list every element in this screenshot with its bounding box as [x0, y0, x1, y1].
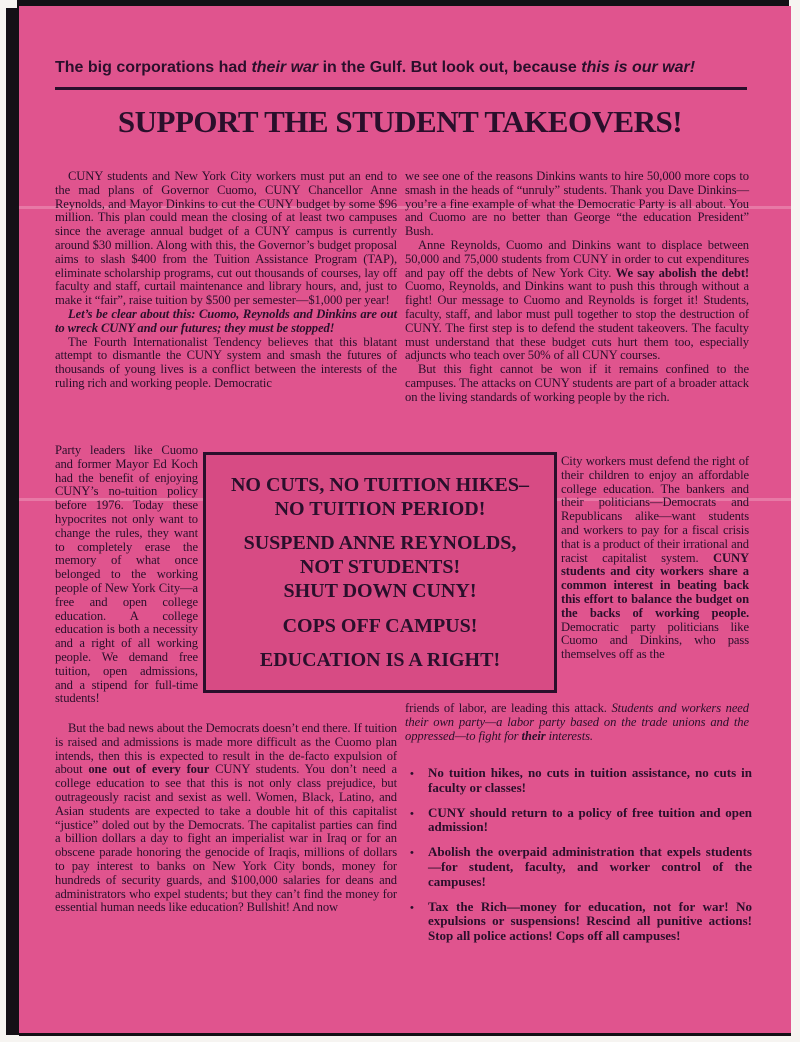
paragraph [55, 308, 397, 336]
slogan-line: EDUCATION IS A RIGHT! [259, 648, 501, 671]
text-segment: we see one of the reasons Dinkins wants to hire 50,000 more cops to smash in the heads of “unruly” students. Thank you Dave Dinkins—you’re a fine example of what the Democratic Party is all about. You and Cuomo are no better than George “the education President” Bush. [405, 169, 749, 239]
left-column-bottom [55, 722, 397, 915]
text-segment: Democratic party politicians like Cuomo and Dinkins, who pass themselves off as the [561, 619, 749, 662]
text-segment: City workers must defend the right of their children to enjoy an affordable college education. The bankers and their politicians—Democrats and Republicans alike—want students and workers to pay for a fiscal crisis that is a product of their irrational and racist capitalist system. [561, 454, 749, 565]
paragraph [561, 455, 749, 662]
text-segment: Students and workers need their own party—a labor party based on the trade unions and the oppressed—to fight for [405, 701, 749, 743]
text-segment: Cuomo, Reynolds, and Dinkins want to push this through without a fight! Our message to Cuomo and Reynolds is forget it! Students, faculty, staff, and labor must pull together to stop the destruction of CUNY. The first step is to defend the student takeovers. The faculty must understand that these budget cuts hurt them too, especially adjuncts who teach over 50% of all CUNY courses. [405, 279, 749, 363]
paragraph [55, 170, 397, 308]
text-segment: friends of labor, are leading this attack. [405, 701, 612, 715]
left-column-narrow [55, 444, 198, 706]
text-segment: this is our war! [581, 59, 696, 76]
bullet-item [410, 900, 752, 944]
slogan-box [203, 452, 557, 693]
text-segment: The Fourth Internationalist Tendency believes that this blatant attempt to dismantle the CUNY system and smash the futures of thousands of young lives is a conflict between the interests of the ruling rich and working people. Democratic [55, 334, 397, 390]
bullet-icon: • [410, 768, 414, 780]
slogan-group [210, 473, 550, 521]
bullet-text: Abolish the overpaid administration that expels students—for student, faculty, and worker control of the campuses! [428, 844, 752, 889]
paragraph [405, 702, 749, 743]
bullet-item [410, 766, 752, 796]
bullet-item [410, 806, 752, 836]
page-title: SUPPORT THE STUDENT TAKEOVERS! [117, 104, 683, 139]
slogan-group [210, 648, 550, 672]
slogan-line: NO TUITION PERIOD! [274, 498, 486, 521]
demands-bullet-list [410, 766, 752, 954]
text-segment: Anne Reynolds, Cuomo and Dinkins want to displace between 50,000 and 75,000 students from CUNY in order to cut expenditures and pay off the debts of New York City. [405, 237, 749, 280]
text-segment: in the Gulf. But look out, because [318, 59, 582, 76]
paragraph [405, 239, 749, 363]
right-column-top [405, 170, 749, 405]
bullet-icon: • [410, 807, 414, 820]
right-column-full [405, 702, 749, 743]
right-column-narrow [561, 455, 749, 662]
text-segment: Let’s be clear about this: Cuomo, Reynolds and Dinkins are out to wreck CUNY and our futures; they must be stopped! [55, 306, 397, 335]
text-segment: Party leaders like Cuomo and former Mayor Ed Koch had the benefit of enjoying CUNY’s no-tuition policy before 1976. Today these hypocrites not only want to change the rules, they want to completely erase the memory of what once belonged to the working people of New York City—a free and open college education. A college education is both a necessity and a right of all working people. We demand free tuition, open admissions, and a stipend for full-time students! [55, 443, 198, 706]
bullet-text: CUNY should return to a policy of free tuition and open admission! [428, 804, 752, 835]
slogan-line: SHUT DOWN CUNY! [283, 580, 477, 603]
text-segment: their [521, 728, 546, 743]
text-segment: But this fight cannot be won if it remains confined to the campuses. The attacks on CUNY students are part of a broader attack on the living standards of working people by the rich. [405, 362, 749, 404]
paragraph [55, 444, 198, 706]
bullet-text: Tax the Rich—money for education, not for war! No expulsions or suspensions! Rescind all punitive actions! Stop all police actions! Cops off all campuses! [428, 898, 752, 944]
slogan-group [210, 531, 550, 603]
paragraph [55, 722, 397, 915]
text-segment: their war [251, 59, 319, 76]
text-segment: CUNY students and New York City workers must put an end to the mad plans of Governor Cuomo, CUNY Chancellor Anne Reynolds, and Mayor Dinkins to cut the CUNY budget by some $96 million. This plan could mean the closing of at least two campuses since the average annual budget of a CUNY campus is currently around $30 million. Along with this, the Governor’s budget proposal aims to slash $400 from the Tuition Assistance Program (TAP), eliminate scholarship programs, cut out thousands of courses, lay off faculty and staff, curtail maintenance and library hours, and, just to make it “fair”, raise tuition by $500 per semester—$1,000 per year! [55, 169, 397, 308]
text-segment: The big corporations had [55, 59, 252, 76]
slogan-line: COPS OFF CAMPUS! [282, 614, 478, 637]
paragraph [405, 363, 749, 404]
bullet-icon: • [410, 901, 414, 914]
bullet-item [410, 845, 752, 889]
slogan-line: SUSPEND ANNE REYNOLDS, [243, 532, 517, 555]
text-segment: We say abolish the debt! [615, 265, 750, 280]
text-segment: one out of every four [88, 762, 210, 777]
text-segment: CUNY students. You don’t need a college education to see that this is not only class prejudice, but outrageously racist and sexist as well. Women, Black, Latino, and Asian students are expected to take a double hit of this capitalist “justice” doled out by the Democrats. The capitalist parties can find a billion dollars a day to fight an imperialist war in Iraq or for an obscene parade honoring the genocide of Iraqis, millions of dollars to pay interest to banks on New York City bonds, money for hundreds of security guards, and $100,000 salaries for deans and administrators who expel students; but they can’t find the money for essential human needs like education? Bullshit! And now [55, 762, 398, 915]
slogan-line: NOT STUDENTS! [299, 556, 461, 579]
text-segment: interests. [545, 728, 593, 743]
paragraph [55, 336, 397, 391]
left-column-top [55, 170, 397, 391]
top-banner [55, 57, 747, 90]
text-segment: But the bad news about the Democrats doesn’t end there. If tuition is raised and admissions is made more difficult as the Cuomo plan intends, then this is expected to result in the de-facto expulsion of about [55, 721, 397, 777]
text-segment: CUNY students and city workers share a common interest in beating back this effort to balance the budget on the backs of working people. [561, 550, 749, 620]
bullet-text: No tuition hikes, no cuts in tuition assistance, no cuts in faculty or classes! [428, 765, 752, 795]
bullet-icon: • [410, 847, 414, 860]
slogan-line: NO CUTS, NO TUITION HIKES– [230, 474, 530, 497]
slogan-group [210, 614, 550, 638]
paragraph [405, 170, 749, 239]
